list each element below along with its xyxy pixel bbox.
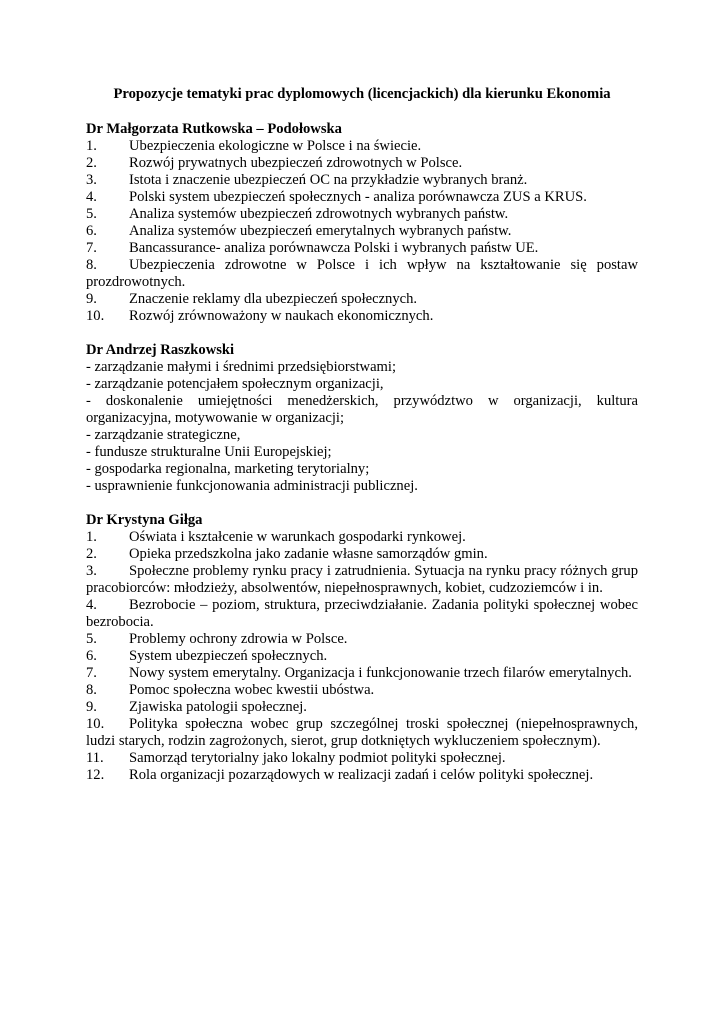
topic-text: Nowy system emerytalny. Organizacja i funkcjonowanie trzech filarów emerytalnych.	[129, 665, 632, 681]
topic-number: 7.	[86, 240, 97, 256]
topic-text: Oświata i kształcenie w warunkach gospodarki rynkowej.	[129, 529, 466, 545]
topic-item: - zarządzanie strategiczne,	[86, 427, 241, 443]
topic-text: Analiza systemów ubezpieczeń emerytalnych wybranych państw.	[129, 223, 512, 239]
topic-number: 1.	[86, 529, 97, 545]
numbered-topic-list	[86, 529, 638, 784]
topic-item	[86, 648, 638, 665]
topic-number: 4.	[86, 189, 97, 205]
topic-item: - zarządzanie małymi i średnimi przedsiębiorstwami;	[86, 359, 397, 375]
topic-number: 12.	[86, 767, 105, 783]
topic-item	[86, 189, 638, 206]
topic-text: Ubezpieczenia ekologiczne w Polsce i na świecie.	[129, 138, 422, 154]
topic-number: 3.	[86, 563, 97, 579]
topic-item: - fundusze strukturalne Unii Europejskiej;	[86, 444, 332, 460]
topic-text: Ubezpieczenia zdrowotne w Polsce i ich wpływ na kształtowanie się postaw prozdrowotnych.	[86, 257, 638, 290]
topic-item: - zarządzanie potencjałem społecznym organizacji,	[86, 376, 384, 392]
topic-number: 8.	[86, 682, 97, 698]
topic-item: - doskonalenie umiejętności menedżerskich, przywództwo w organizacji, kultura organizacyjna, motywowanie w organizacji;	[86, 393, 638, 426]
topic-text: Opieka przedszkolna jako zadanie własne samorządów gmin.	[129, 546, 488, 562]
topic-item	[86, 138, 638, 155]
topic-text: Polski system ubezpieczeń społecznych - analiza porównawcza ZUS a KRUS.	[129, 189, 587, 205]
topic-item	[86, 563, 638, 597]
topic-item	[86, 665, 638, 682]
topic-item	[86, 291, 638, 308]
topic-number: 10.	[86, 716, 105, 732]
section-heading: Dr Małgorzata Rutkowska – Podołowska	[86, 121, 342, 137]
topic-number: 3.	[86, 172, 97, 188]
topic-item	[86, 240, 638, 257]
section-heading: Dr Krystyna Giłga	[86, 512, 203, 528]
topic-text: Problemy ochrony zdrowia w Polsce.	[129, 631, 348, 647]
dash-topic-list	[86, 359, 638, 495]
section-1	[86, 121, 638, 325]
document-title: Propozycje tematyki prac dyplomowych (licencjackich) dla kierunku Ekonomia	[113, 86, 611, 102]
topic-number: 6.	[86, 648, 97, 664]
topic-item	[86, 257, 638, 291]
topic-number: 1.	[86, 138, 97, 154]
topic-item	[86, 699, 638, 716]
topic-text: Istota i znaczenie ubezpieczeń OC na przykładzie wybranych branż.	[129, 172, 528, 188]
topic-number: 7.	[86, 665, 97, 681]
topic-text: Polityka społeczna wobec grup szczególnej troski społecznej (niepełnosprawnych, ludzi starych, rodzin zagrożonych, sierot, grup dotkniętych wykluczeniem społecznym).	[86, 716, 638, 749]
topic-number: 6.	[86, 223, 97, 239]
topic-item	[86, 172, 638, 189]
topic-text: Zjawiska patologii społecznej.	[129, 699, 307, 715]
topic-item	[86, 682, 638, 699]
topic-item	[86, 750, 638, 767]
topic-item	[86, 597, 638, 631]
topic-text: Rola organizacji pozarządowych w realizacji zadań i celów polityki społecznej.	[129, 767, 594, 783]
document-page	[86, 86, 638, 801]
topic-item	[86, 716, 638, 750]
topic-item	[86, 546, 638, 563]
section-3	[86, 512, 638, 784]
topic-item: - usprawnienie funkcjonowania administracji publicznej.	[86, 478, 418, 494]
sections-container	[86, 121, 638, 784]
topic-text: Bezrobocie – poziom, struktura, przeciwdziałanie. Zadania polityki społecznej wobec bezrobocia.	[86, 597, 638, 630]
topic-item	[86, 767, 638, 784]
section-heading: Dr Andrzej Raszkowski	[86, 342, 235, 358]
topic-number: 5.	[86, 206, 97, 222]
topic-text: System ubezpieczeń społecznych.	[129, 648, 328, 664]
topic-item	[86, 223, 638, 240]
topic-item	[86, 631, 638, 648]
topic-text: Pomoc społeczna wobec kwestii ubóstwa.	[129, 682, 375, 698]
section-2	[86, 342, 638, 495]
topic-number: 9.	[86, 699, 97, 715]
topic-text: Rozwój zrównoważony w naukach ekonomicznych.	[129, 308, 434, 324]
topic-number: 8.	[86, 257, 97, 273]
topic-number: 9.	[86, 291, 97, 307]
topic-text: Rozwój prywatnych ubezpieczeń zdrowotnych w Polsce.	[129, 155, 463, 171]
topic-number: 5.	[86, 631, 97, 647]
topic-text: Analiza systemów ubezpieczeń zdrowotnych wybranych państw.	[129, 206, 509, 222]
topic-number: 11.	[86, 750, 104, 766]
topic-item	[86, 529, 638, 546]
topic-number: 2.	[86, 546, 97, 562]
topic-item	[86, 308, 638, 325]
topic-text: Społeczne problemy rynku pracy i zatrudnienia. Sytuacja na rynku pracy różnych grup pracobiorców: młodzieży, absolwentów, niepełnosprawnych, kobiet, cudzoziemców i in.	[86, 563, 638, 596]
topic-item	[86, 206, 638, 223]
topic-number: 10.	[86, 308, 105, 324]
topic-text: Bancassurance- analiza porównawcza Polski i wybranych państw UE.	[129, 240, 539, 256]
numbered-topic-list	[86, 138, 638, 325]
topic-text: Znaczenie reklamy dla ubezpieczeń społecznych.	[129, 291, 418, 307]
topic-item: - gospodarka regionalna, marketing terytorialny;	[86, 461, 370, 477]
topic-text: Samorząd terytorialny jako lokalny podmiot polityki społecznej.	[129, 750, 506, 766]
topic-number: 4.	[86, 597, 97, 613]
topic-number: 2.	[86, 155, 97, 171]
topic-item	[86, 155, 638, 172]
